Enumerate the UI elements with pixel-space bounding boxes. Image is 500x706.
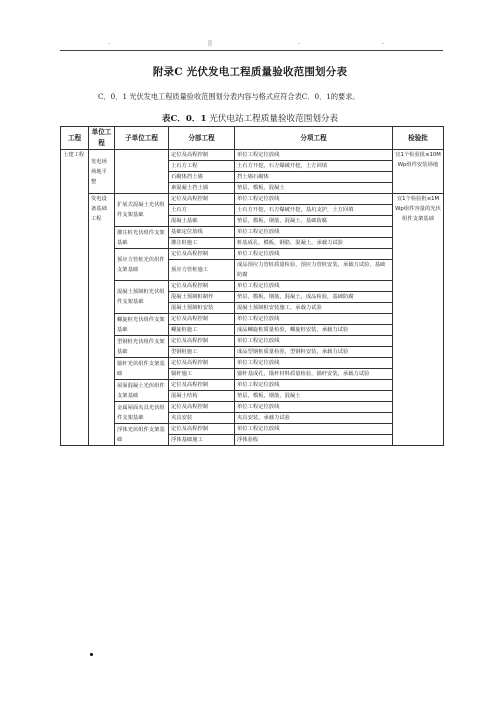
table-cell: 单位工程定位放线 (235, 194, 393, 205)
table-header-row (61, 127, 444, 150)
table-cell: 基础定位放线 (169, 227, 235, 238)
table-cell: 土石方开挖，石方爆破开挖，基坑支护，土方回填 (235, 205, 393, 216)
column-header: 分项工程 (235, 127, 393, 150)
table-cell: 混凝土预制桩制作 (169, 292, 235, 303)
table-cell: 浮体光伏组件支架基础 (115, 424, 169, 446)
table-row (61, 194, 444, 205)
table-cell: 定位及高程控制 (169, 380, 235, 391)
table-row (61, 336, 444, 347)
table-cell: 混凝土结构 (169, 391, 235, 402)
table-cell: 型钢桩施工 (169, 347, 235, 358)
table-cell: 成品预应力管桩质量检验，预应力管桩安装，承载力试验，基础防腐 (235, 260, 393, 281)
table-cell: 单位工程定位放线 (235, 281, 393, 292)
table-cell: 垫层，模板，钢筋，混凝土，成品检验，基础防腐 (235, 292, 393, 303)
table-cell: 单位工程定位放线 (235, 380, 393, 391)
table-cell: 混凝土基础 (169, 216, 235, 227)
table-cell: 单位工程定位放线 (235, 227, 393, 238)
table-cell: 宜1个检验批≤10MWp组件安装场地 (393, 150, 444, 194)
table-cell: 定位及高程控制 (169, 424, 235, 435)
table-cell: 成品型钢桩质量检验，型钢桩安装，承载力试验 (235, 347, 393, 358)
appendix-title: 附录C 光伏发电工程质量验收范围划分表 (152, 66, 348, 78)
header-rule (60, 50, 443, 51)
column-header: 工程 (61, 127, 89, 150)
table-cell: 石砌体挡土墙 (169, 172, 235, 183)
table-cell: 单位工程定位放线 (235, 358, 393, 369)
table-cell: 定位及高程控制 (169, 314, 235, 325)
table-cell: 定位及高程控制 (169, 194, 235, 205)
table-row (61, 249, 444, 260)
table-cell: 定位及高程控制 (169, 249, 235, 260)
table-caption (0, 112, 500, 124)
table-cell: 混凝土预制桩安装施工，承载力试验 (235, 303, 393, 314)
table-cell: 垫层，模板，钢筋，混凝土 (235, 391, 393, 402)
table-cell: 锚杆光伏组件支架基础 (115, 358, 169, 380)
header-mark: - (298, 40, 301, 47)
table-number: 表C．0．1 (161, 114, 207, 124)
table-row (61, 402, 444, 413)
table-row (61, 150, 444, 161)
table-cell: 预应力管桩光伏组件支架基础 (115, 249, 169, 281)
table-cell: 混凝土预制桩光伏组件支架基础 (115, 281, 169, 314)
table-cell: 发电场场地平整 (89, 150, 115, 194)
table-cell: 素混凝土挡土墙 (169, 183, 235, 194)
table-cell: 宜1个检验批≤1MWp组件容量的光伏组件支架基础 (393, 194, 444, 446)
table-cell: 发电设备基础工程 (89, 194, 115, 446)
header-mark: || (208, 40, 213, 47)
table-cell: 灌注桩施工 (169, 238, 235, 249)
page-header-marks (60, 40, 440, 50)
table-cell: 螺旋桩光伏组件支架基础 (115, 314, 169, 336)
table-cell: 单位工程定位放线 (235, 424, 393, 435)
table-cell: 预应力管桩施工 (169, 260, 235, 281)
table-cell: 屋面混凝土光伏组件支架基础 (115, 380, 169, 402)
table-cell: 定位及高程控制 (169, 150, 235, 161)
header-mark: - (108, 40, 111, 47)
page-bullet (90, 653, 93, 656)
table-row (61, 424, 444, 435)
table-cell: 单位工程定位放线 (235, 314, 393, 325)
table-cell: 浮体验收 (235, 435, 393, 446)
table-cell: 单位工程定位放线 (235, 249, 393, 260)
table-cell: 型钢桩光伏组件支架基础 (115, 336, 169, 358)
table-cell: 混凝土预制桩安装 (169, 303, 235, 314)
table-cell: 土石方 (169, 205, 235, 216)
table-cell: 定位及高程控制 (169, 281, 235, 292)
table-cell: 定位及高程控制 (169, 358, 235, 369)
intro-paragraph: C．0．1 光伏发电工程质量验收范围划分表内容与格式应符合表C．0．1的要求。 (98, 92, 360, 101)
table-row (61, 380, 444, 391)
table-cell: 土石方工程 (169, 161, 235, 172)
column-header: 单位工程 (89, 127, 115, 150)
table-cell: 锚杆基成孔，锚杆材料质量检验，锚杆安装，承载力试验 (235, 369, 393, 380)
table-cell: 单位工程定位放线 (235, 150, 393, 161)
table-row (61, 281, 444, 292)
table-row (61, 227, 444, 238)
table-cell: 灌注桩光伏组件支架基础 (115, 227, 169, 249)
table-cell: 锚杆施工 (169, 369, 235, 380)
column-header: 分部工程 (169, 127, 235, 150)
column-header: 子单位工程 (115, 127, 169, 150)
table-cell: 浮体基础施工 (169, 435, 235, 446)
table-cell: 单位工程定位放线 (235, 336, 393, 347)
table-cell: 螺旋桩施工 (169, 325, 235, 336)
table-cell: 单位工程定位放线 (235, 402, 393, 413)
table-body (61, 150, 444, 446)
table-row (61, 314, 444, 325)
table-cell: 成品螺旋桩质量检验，螺旋桩安装，承载力试验 (235, 325, 393, 336)
table-cell: 垫层，模板，钢筋，混凝土，基础防腐 (235, 216, 393, 227)
header-mark: - (382, 40, 385, 47)
table-row (61, 358, 444, 369)
table-cell: 桩基成孔，模板，钢筋，混凝土，承载力试验 (235, 238, 393, 249)
table-cell: 土建工程 (61, 150, 89, 446)
table-cell: 定位及高程控制 (169, 402, 235, 413)
table-cell: 挡土墙石砌体 (235, 172, 393, 183)
table-cell: 夹具安装 (169, 413, 235, 424)
table-cell: 金属屋面夹具光伏组件支架基础 (115, 402, 169, 424)
column-header: 检验批 (393, 127, 444, 150)
table-cell: 定位及高程控制 (169, 336, 235, 347)
table-cell: 垫层，模板，混凝土 (235, 183, 393, 194)
table-cell (115, 150, 169, 194)
table-caption-text: 光伏电站工程质量验收范围划分表 (209, 114, 339, 124)
acceptance-division-table (60, 126, 444, 446)
table-cell: 夹具安装，承载力试验 (235, 413, 393, 424)
table-cell: 扩展式混凝土光伏组件支架基础 (115, 194, 169, 227)
table-cell: 土石方开挖，石方爆破开挖，土方回填 (235, 161, 393, 172)
